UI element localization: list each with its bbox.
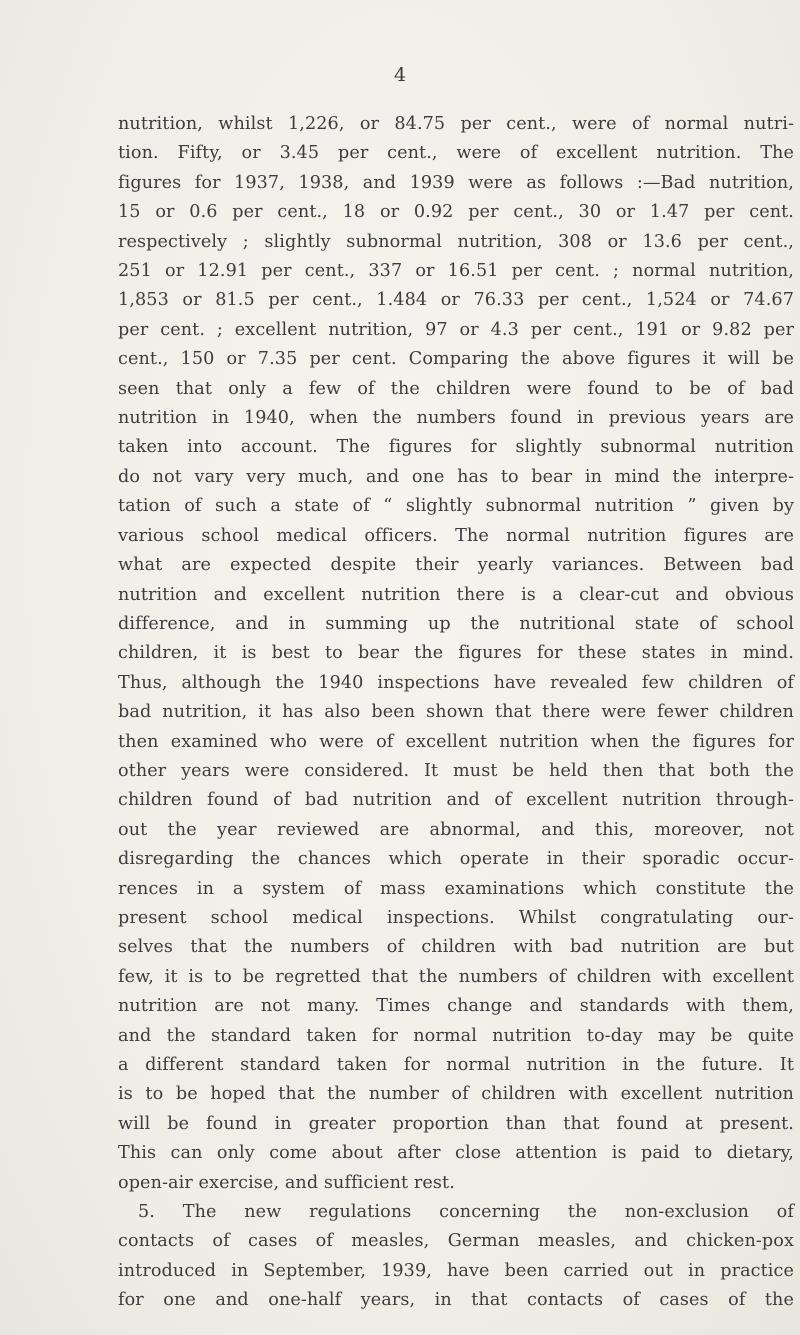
paragraph-measles-regulations — [118, 1198, 794, 1316]
text-line: a different standard taken for normal nutrition in the future. It — [118, 1055, 794, 1075]
text-line: rences in a system of mass examinations which constitute the — [118, 878, 794, 899]
text-line: per cent. ; excellent nutrition, 97 or 4.3 per cent., 191 or 9.82 per — [118, 319, 794, 340]
text-line: disregarding the chances which operate in their sporadic occur- — [118, 849, 794, 870]
text-line: 15 or 0.6 per cent., 18 or 0.92 per cent., 30 or 1.47 per cent. — [118, 202, 794, 223]
text-line: will be found in greater proportion than that found at present. — [118, 1113, 794, 1134]
text-line: 1,853 or 81.5 per cent., 1.484 or 76.33 per cent., 1,524 or 74.67 — [118, 290, 794, 311]
text-line: children found of bad nutrition and of excellent nutrition through- — [118, 790, 794, 811]
text-line: nutrition are not many. Times change and standards with them, — [118, 996, 794, 1017]
text-line: figures for 1937, 1938, and 1939 were as follows :—Bad nutrition, — [118, 172, 794, 193]
text-line: other years were considered. It must be held then that both the — [118, 760, 794, 781]
text-line: is to be hoped that the number of children with excellent nutrition — [118, 1084, 794, 1105]
text-line: respectively ; slightly subnormal nutrition, 308 or 13.6 per cent., — [118, 231, 794, 252]
text-line: for one and one-half years, in that contacts of cases of the — [118, 1290, 794, 1311]
text-line: 251 or 12.91 per cent., 337 or 16.51 per cent. ; normal nutrition, — [118, 261, 794, 282]
text-line: and the standard taken for normal nutrition to-day may be quite — [118, 1025, 794, 1046]
text-line: nutrition and excellent nutrition there is a clear-cut and obvious — [118, 584, 794, 605]
text-line: what are expected despite their yearly variances. Between bad — [118, 555, 794, 576]
text-line: difference, and in summing up the nutritional state of school — [118, 613, 794, 634]
text-line: Thus, although the 1940 inspections have revealed few children of — [118, 672, 794, 693]
text-line: then examined who were of excellent nutrition when the figures for — [118, 731, 794, 752]
page-number: 4 — [393, 64, 407, 86]
text-line: present school medical inspections. Whilst congratulating our- — [118, 907, 794, 928]
text-line: out the year reviewed are abnormal, and this, moreover, not — [118, 819, 794, 840]
text-line: open-air exercise, and sufficient rest. — [118, 1172, 455, 1193]
text-line: nutrition in 1940, when the numbers found in previous years are — [118, 408, 794, 429]
text-line: This can only come about after close attention is paid to dietary, — [118, 1143, 794, 1164]
text-line: contacts of cases of measles, German measles, and chicken-pox — [118, 1231, 794, 1252]
text-line: tation of such a state of “ slightly subnormal nutrition ” given by — [118, 496, 794, 517]
text-line: seen that only a few of the children were found to be of bad — [118, 378, 794, 399]
text-line: tion. Fifty, or 3.45 per cent., were of excellent nutrition. The — [118, 143, 794, 164]
text-line: nutrition, whilst 1,226, or 84.75 per cent., were of normal nutri- — [118, 114, 794, 134]
text-line: selves that the numbers of children with bad nutrition are but — [118, 937, 794, 958]
text-line: do not vary very much, and one has to bear in mind the interpre- — [118, 466, 794, 487]
body-text — [118, 110, 794, 1316]
text-line: various school medical officers. The normal nutrition figures are — [118, 525, 794, 546]
text-line: taken into account. The figures for slightly subnormal nutrition — [118, 437, 794, 458]
text-line: bad nutrition, it has also been shown that there were fewer children — [118, 702, 794, 723]
paragraph-nutrition — [118, 110, 794, 1198]
text-line: children, it is best to bear the figures for these states in mind. — [118, 643, 794, 664]
text-line: introduced in September, 1939, have been carried out in practice — [118, 1260, 794, 1281]
text-line: few, it is to be regretted that the numbers of children with excellent — [118, 966, 794, 987]
text-line: 5. The new regulations concerning the non-exclusion of — [138, 1202, 794, 1223]
text-line: cent., 150 or 7.35 per cent. Comparing the above figures it will be — [118, 349, 794, 370]
